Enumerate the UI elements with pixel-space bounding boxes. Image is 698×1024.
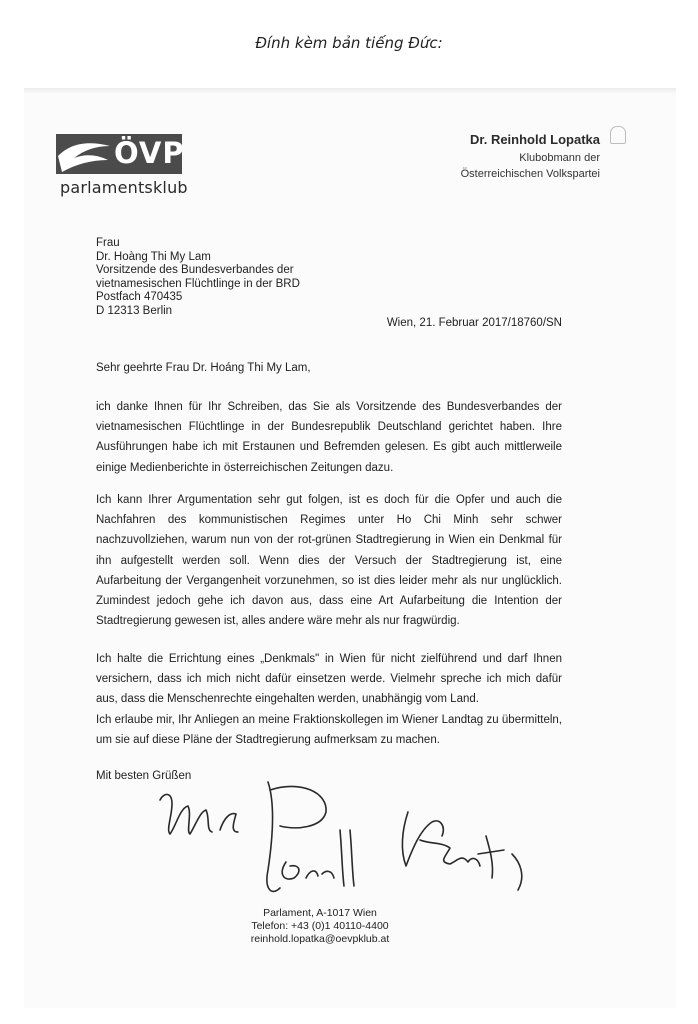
footer-address: Parlament, A-1017 Wien <box>263 907 377 919</box>
logo-mark-text: ÖVP <box>114 136 185 170</box>
recipient-address <box>96 237 300 318</box>
sender-title-line1: Klubobmann der <box>519 152 600 164</box>
letter-date: Wien, 21. Februar 2017/18760/SN <box>386 317 562 329</box>
scan-artifact <box>610 126 626 144</box>
salutation: Sehr geehrte Frau Dr. Hoáng Thi My Lam, <box>96 362 311 374</box>
logo-subtitle: parlamentsklub <box>60 178 188 197</box>
letter-footer <box>240 907 400 945</box>
address-line: vietnamesischen Flüchtlinge in der BRD <box>96 277 300 290</box>
body-paragraph-3: Ich halte die Errichtung eines „Denkmals" in Wien für nicht zielführend und darf Ihnen versichern, dass ich mich nicht dafür einsetzen werde. Vielmehr spreche ich mich dafür aus, dass die Menschenrechte eingehalten werden, unabhängig vom Land. <box>96 653 562 706</box>
handwritten-signature <box>150 770 550 910</box>
address-line: Postfach 470435 <box>96 291 183 303</box>
footer-phone: Telefon: +43 (0)1 40110-4400 <box>251 919 389 932</box>
body-paragraph-1: ich danke Ihnen für Ihr Schreiben, das Sie als Vorsitzende des Bundesverbandes der vietnamesischen Flüchtlinge in der Bundesrepublik Deutschland gerichtet haben. Ihre Ausführungen habe ich mit Erstaunen und Befremden gelesen. Es gibt auch mittlerweile einige Medienberichte in österreichischen Zeitungen dazu. <box>96 401 562 474</box>
document-caption: Đính kèm bản tiếng Đức: <box>255 34 443 52</box>
body-paragraph-4: Ich erlaube mir, Ihr Anliegen an meine Fraktionskollegen im Wiener Landtag zu übermitteln, um sie auf diese Pläne der Stadtregierung aufmerksam zu machen. <box>96 714 562 747</box>
sender-title-line2: Österreichischen Volkspartei <box>460 168 600 180</box>
address-line: Frau <box>96 237 120 249</box>
address-line: Dr. Hoàng Thi My Lam <box>96 250 211 263</box>
address-line: Vorsitzende des Bundesverbandes der <box>96 264 294 276</box>
oevp-logo <box>56 134 206 200</box>
closing: Mit besten Grüßen <box>96 770 192 782</box>
sender-block <box>461 132 600 180</box>
footer-email: reinhold.lopatka@oevpklub.at <box>250 932 390 945</box>
body-paragraph-2: Ich kann Ihrer Argumentation sehr gut folgen, ist es doch für die Opfer und auch die Nachfahren des kommunistischen Regimes unter Ho Chi Minh sehr schwer nachzuvollziehen, warum nun von der rot-grünen Stadtregierung in Wien ein Denkmal für ihn aufgestellt werden soll. Wenn dies der Versuch der Stadtregierung ist, eine Aufarbeitung der Vergangenheit vorzunehmen, so ist dies leider mehr als nur unglücklich. Zumindest jedoch gehe ich davon aus, dass eine Art Aufarbeitung die Intention der Stadtregierung gewesen ist, alles andere wäre mehr als nur fragwürdig. <box>96 494 562 628</box>
sender-name: Dr. Reinhold Lopatka <box>469 132 600 147</box>
address-line: D 12313 Berlin <box>96 304 173 317</box>
